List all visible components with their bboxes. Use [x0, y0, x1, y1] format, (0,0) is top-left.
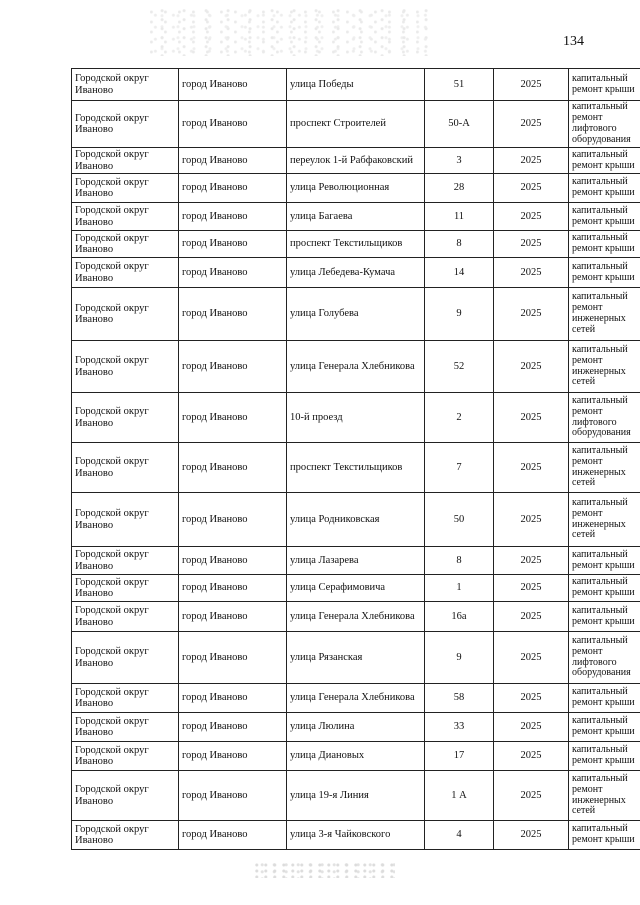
house-number-cell: 1 — [425, 575, 494, 602]
locality-cell: город Иваново — [179, 174, 287, 203]
municipality-cell: Городской округ Иваново — [72, 174, 179, 203]
street-cell: улица Лазарева — [287, 547, 425, 575]
table-row — [72, 493, 640, 547]
table-row — [72, 443, 640, 493]
year-cell: 2025 — [494, 174, 569, 203]
locality-cell: город Иваново — [179, 821, 287, 850]
table-row — [72, 101, 640, 148]
work-type-cell: капитальный ремонт инженерных сетей — [569, 493, 640, 547]
year-cell: 2025 — [494, 258, 569, 288]
house-number-cell: 11 — [425, 203, 494, 231]
street-cell: проспект Текстильщиков — [287, 443, 425, 493]
street-cell: улица Диановых — [287, 742, 425, 771]
work-type-cell: капитальный ремонт крыши — [569, 602, 640, 632]
year-cell: 2025 — [494, 575, 569, 602]
table-row — [72, 231, 640, 258]
year-cell: 2025 — [494, 393, 569, 443]
work-type-cell: капитальный ремонт крыши — [569, 69, 640, 101]
locality-cell: город Иваново — [179, 547, 287, 575]
house-number-cell: 1 А — [425, 771, 494, 821]
table-row — [72, 713, 640, 742]
house-number-cell: 3 — [425, 148, 494, 174]
work-type-cell: капитальный ремонт крыши — [569, 174, 640, 203]
table-row — [72, 341, 640, 393]
work-type-cell: капитальный ремонт крыши — [569, 821, 640, 850]
street-cell: улица 19-я Линия — [287, 771, 425, 821]
house-number-cell: 51 — [425, 69, 494, 101]
year-cell: 2025 — [494, 443, 569, 493]
municipality-cell: Городской округ Иваново — [72, 821, 179, 850]
street-cell: улица Голубева — [287, 288, 425, 341]
municipality-cell: Городской округ Иваново — [72, 713, 179, 742]
locality-cell: город Иваново — [179, 602, 287, 632]
work-type-cell: капитальный ремонт инженерных сетей — [569, 443, 640, 493]
street-cell: улица Лебедева-Кумача — [287, 258, 425, 288]
locality-cell: город Иваново — [179, 69, 287, 101]
table-row — [72, 203, 640, 231]
house-number-cell: 8 — [425, 547, 494, 575]
locality-cell: город Иваново — [179, 684, 287, 713]
municipality-cell: Городской округ Иваново — [72, 602, 179, 632]
street-cell: улица Генерала Хлебникова — [287, 684, 425, 713]
locality-cell: город Иваново — [179, 493, 287, 547]
house-number-cell: 9 — [425, 288, 494, 341]
street-cell: улица Рязанская — [287, 632, 425, 684]
work-type-cell: капитальный ремонт крыши — [569, 742, 640, 771]
work-type-cell: капитальный ремонт крыши — [569, 575, 640, 602]
locality-cell: город Иваново — [179, 713, 287, 742]
street-cell: улица Революционная — [287, 174, 425, 203]
house-number-cell: 28 — [425, 174, 494, 203]
locality-cell: город Иваново — [179, 443, 287, 493]
table-row — [72, 69, 640, 101]
locality-cell: город Иваново — [179, 393, 287, 443]
table-row — [72, 148, 640, 174]
municipality-cell: Городской округ Иваново — [72, 69, 179, 101]
scan-artifact-bottom — [255, 862, 395, 878]
locality-cell: город Иваново — [179, 771, 287, 821]
house-number-cell: 2 — [425, 393, 494, 443]
locality-cell: город Иваново — [179, 575, 287, 602]
municipality-cell: Городской округ Иваново — [72, 288, 179, 341]
table-row — [72, 771, 640, 821]
street-cell: улица Генерала Хлебникова — [287, 341, 425, 393]
year-cell: 2025 — [494, 288, 569, 341]
house-number-cell: 58 — [425, 684, 494, 713]
table-row — [72, 575, 640, 602]
year-cell: 2025 — [494, 821, 569, 850]
year-cell: 2025 — [494, 602, 569, 632]
locality-cell: город Иваново — [179, 632, 287, 684]
house-number-cell: 16а — [425, 602, 494, 632]
house-number-cell: 50 — [425, 493, 494, 547]
work-type-cell: капитальный ремонт крыши — [569, 231, 640, 258]
locality-cell: город Иваново — [179, 148, 287, 174]
work-type-cell: капитальный ремонт лифтового оборудования — [569, 393, 640, 443]
year-cell: 2025 — [494, 231, 569, 258]
table-row — [72, 632, 640, 684]
year-cell: 2025 — [494, 69, 569, 101]
house-number-cell: 4 — [425, 821, 494, 850]
municipality-cell: Городской округ Иваново — [72, 771, 179, 821]
house-number-cell: 52 — [425, 341, 494, 393]
municipality-cell: Городской округ Иваново — [72, 203, 179, 231]
table-row — [72, 547, 640, 575]
locality-cell: город Иваново — [179, 341, 287, 393]
municipality-cell: Городской округ Иваново — [72, 684, 179, 713]
municipality-cell: Городской округ Иваново — [72, 341, 179, 393]
house-number-cell: 14 — [425, 258, 494, 288]
street-cell: улица Серафимовича — [287, 575, 425, 602]
municipality-cell: Городской округ Иваново — [72, 547, 179, 575]
scan-artifact-top — [150, 8, 430, 56]
street-cell: улица Генерала Хлебникова — [287, 602, 425, 632]
page-number: 134 — [563, 34, 584, 49]
municipality-cell: Городской округ Иваново — [72, 258, 179, 288]
municipality-cell: Городской округ Иваново — [72, 575, 179, 602]
work-type-cell: капитальный ремонт крыши — [569, 547, 640, 575]
work-type-cell: капитальный ремонт лифтового оборудования — [569, 632, 640, 684]
table-row — [72, 684, 640, 713]
municipality-cell: Городской округ Иваново — [72, 393, 179, 443]
work-type-cell: капитальный ремонт крыши — [569, 713, 640, 742]
year-cell: 2025 — [494, 632, 569, 684]
municipality-cell: Городской округ Иваново — [72, 443, 179, 493]
locality-cell: город Иваново — [179, 258, 287, 288]
locality-cell: город Иваново — [179, 742, 287, 771]
street-cell: улица Победы — [287, 69, 425, 101]
street-cell: улица Люлина — [287, 713, 425, 742]
locality-cell: город Иваново — [179, 203, 287, 231]
table-row — [72, 258, 640, 288]
house-number-cell: 50-А — [425, 101, 494, 148]
table-row — [72, 393, 640, 443]
street-cell: переулок 1-й Рабфаковский — [287, 148, 425, 174]
municipality-cell: Городской округ Иваново — [72, 231, 179, 258]
street-cell: улица 3-я Чайковского — [287, 821, 425, 850]
year-cell: 2025 — [494, 341, 569, 393]
municipality-cell: Городской округ Иваново — [72, 742, 179, 771]
house-number-cell: 9 — [425, 632, 494, 684]
work-type-cell: капитальный ремонт инженерных сетей — [569, 771, 640, 821]
work-type-cell: капитальный ремонт крыши — [569, 203, 640, 231]
year-cell: 2025 — [494, 203, 569, 231]
work-type-cell: капитальный ремонт инженерных сетей — [569, 288, 640, 341]
street-cell: улица Родниковская — [287, 493, 425, 547]
locality-cell: город Иваново — [179, 101, 287, 148]
table-row — [72, 821, 640, 850]
year-cell: 2025 — [494, 684, 569, 713]
table-row — [72, 174, 640, 203]
work-type-cell: капитальный ремонт крыши — [569, 148, 640, 174]
table-row — [72, 742, 640, 771]
locality-cell: город Иваново — [179, 288, 287, 341]
house-number-cell: 7 — [425, 443, 494, 493]
year-cell: 2025 — [494, 101, 569, 148]
year-cell: 2025 — [494, 771, 569, 821]
house-number-cell: 33 — [425, 713, 494, 742]
street-cell: 10-й проезд — [287, 393, 425, 443]
table-row — [72, 602, 640, 632]
table-row — [72, 288, 640, 341]
work-type-cell: капитальный ремонт инженерных сетей — [569, 341, 640, 393]
year-cell: 2025 — [494, 713, 569, 742]
year-cell: 2025 — [494, 547, 569, 575]
repair-schedule-table — [71, 68, 640, 850]
work-type-cell: капитальный ремонт крыши — [569, 684, 640, 713]
street-cell: проспект Строителей — [287, 101, 425, 148]
locality-cell: город Иваново — [179, 231, 287, 258]
street-cell: проспект Текстильщиков — [287, 231, 425, 258]
street-cell: улица Багаева — [287, 203, 425, 231]
municipality-cell: Городской округ Иваново — [72, 101, 179, 148]
municipality-cell: Городской округ Иваново — [72, 493, 179, 547]
work-type-cell: капитальный ремонт крыши — [569, 258, 640, 288]
house-number-cell: 8 — [425, 231, 494, 258]
house-number-cell: 17 — [425, 742, 494, 771]
year-cell: 2025 — [494, 148, 569, 174]
year-cell: 2025 — [494, 493, 569, 547]
municipality-cell: Городской округ Иваново — [72, 148, 179, 174]
year-cell: 2025 — [494, 742, 569, 771]
work-type-cell: капитальный ремонт лифтового оборудования — [569, 101, 640, 148]
municipality-cell: Городской округ Иваново — [72, 632, 179, 684]
